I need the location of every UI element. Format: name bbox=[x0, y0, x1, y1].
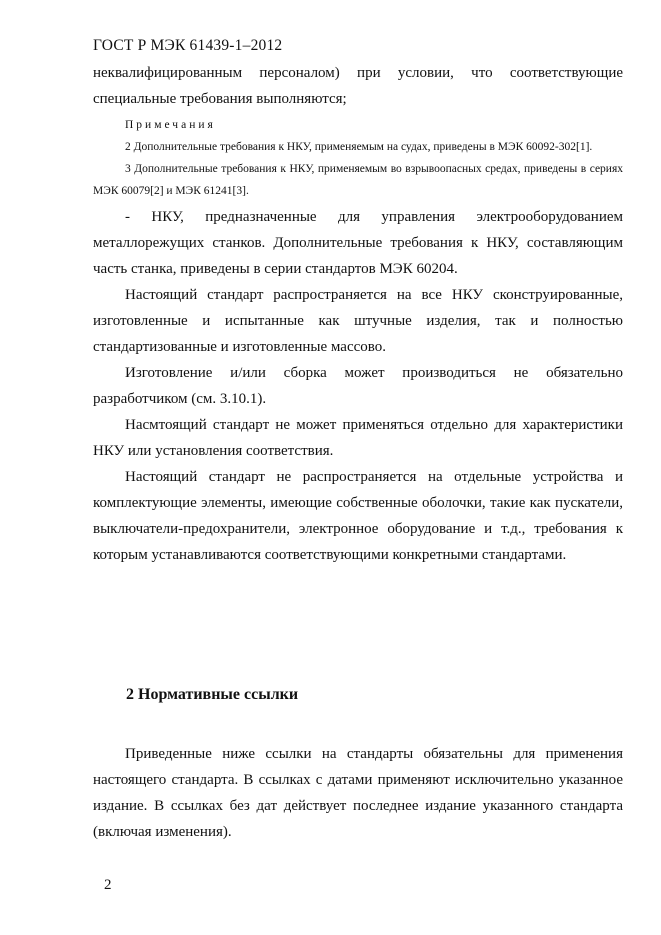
paragraph: Настоящий стандарт не распространяется на отдельные устройства и комплектующие элементы, имеющие собственные оболочки, такие как пускатели, выключатели-предохранители, электронное оборудование и т.д., требования к которым устанавливаются соответствующими конкретными стандартами. bbox=[93, 469, 623, 563]
document-header: ГОСТ Р МЭК 61439-1–2012 bbox=[93, 37, 283, 54]
main-text bbox=[93, 60, 623, 568]
paragraph: Насмтоящий стандарт не может применяться отдельно для характеристики НКУ или установления соответствия. bbox=[93, 417, 623, 459]
notes-heading: Примечания bbox=[125, 119, 216, 131]
paragraph: Приведенные ниже ссылки на стандарты обязательны для применения настоящего стандарта. В ссылках с датами применяют исключительно указанное издание. В ссылках без дат действует последнее издание указанного стандарта (включая изменения). bbox=[93, 746, 623, 840]
section-heading: 2 Нормативные ссылки bbox=[126, 686, 299, 703]
section-body bbox=[93, 741, 623, 845]
paragraph: Изготовление и/или сборка может производиться не обязательно разработчиком (см. 3.10.1). bbox=[93, 365, 623, 407]
note-item: 2 Дополнительные требования к НКУ, применяемым на судах, приведены в МЭК 60092-302[1]. bbox=[125, 141, 593, 153]
note-item: 3 Дополнительные требования к НКУ, применяемым во взрывоопасных средах, приведены в сериях МЭК 60079[2] и МЭК 61241[3]. bbox=[93, 163, 623, 197]
page-number: 2 bbox=[104, 877, 112, 893]
paragraph: Настоящий стандарт распространяется на все НКУ сконструированные, изготовленные и испытанные как штучные изделия, так и полностью стандартизованные и изготовленные массово. bbox=[93, 287, 623, 355]
paragraph-continuation: неквалифицированным персоналом) при условии, что соответствующие специальные требования выполняются; bbox=[93, 65, 623, 107]
paragraph: - НКУ, предназначенные для управления электрооборудованием металлорежущих станков. Дополнительные требования к НКУ, составляющим часть станка, приведены в серии стандартов МЭК 60204. bbox=[93, 209, 623, 277]
